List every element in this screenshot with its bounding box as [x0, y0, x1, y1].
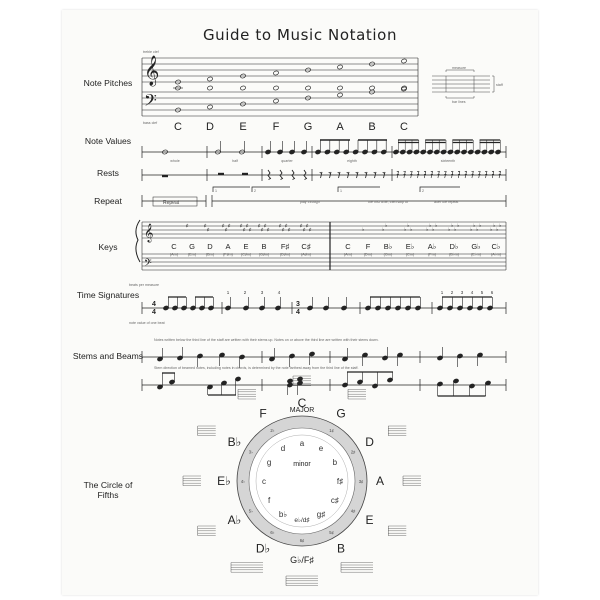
rests-staff — [142, 169, 506, 181]
minor-key-label: b — [332, 458, 338, 467]
keys-treble-clef-icon: 𝄞 — [144, 223, 154, 242]
minor-key-label: e♭/d♯ — [294, 517, 310, 524]
sharp-icon: ♯ — [267, 227, 270, 232]
treble-pitch-note — [401, 58, 407, 63]
beat-count: 1 — [440, 290, 444, 295]
minor-key-label: c♯ — [330, 496, 339, 505]
flat-icon: ♭ — [407, 223, 410, 229]
beat-count: 6 — [490, 290, 494, 295]
whole-rest — [162, 175, 168, 177]
middle-note — [305, 85, 311, 90]
accidental-count: 3♯ — [358, 479, 364, 484]
time-sig-top: 3 — [296, 301, 300, 308]
key-minor-label: (Em) — [187, 252, 197, 257]
middle-note — [273, 85, 279, 90]
middle-note — [337, 85, 343, 90]
beat-count: 2 — [450, 290, 454, 295]
accidental-count: 2♭ — [270, 427, 275, 433]
note-value-label: quarter — [281, 159, 293, 163]
sharp-icon: ♯ — [225, 227, 228, 232]
sharp-icon: ♯ — [246, 223, 249, 228]
flat-icon: ♭ — [382, 227, 385, 233]
key-major-label: E♭ — [405, 242, 415, 251]
sixteenth-rest — [479, 171, 481, 178]
key-minor-label: (Gm) — [383, 252, 393, 257]
sixteenth-rest — [411, 171, 413, 178]
major-label: MAJOR — [289, 407, 315, 414]
beat-count: 4 — [277, 290, 281, 295]
flat-icon: ♭ — [454, 227, 457, 233]
accidental-count: 5♯ — [329, 530, 334, 536]
pitch-names — [174, 121, 408, 133]
sharp-icon: ♯ — [306, 223, 309, 228]
key-major-label: C♯ — [301, 242, 311, 251]
sixteenth-rest — [465, 171, 467, 178]
minor-key-label: g — [266, 458, 272, 467]
time-marks — [152, 290, 494, 316]
pitch-name: E — [239, 121, 247, 133]
flat-icon: ♭ — [435, 223, 438, 229]
sharp-icon: ♯ — [240, 223, 243, 228]
key-minor-label: (Bm) — [205, 252, 215, 257]
pitch-name: B — [368, 121, 376, 133]
stem-marks — [157, 347, 491, 396]
sharp-icon: ♯ — [204, 223, 207, 228]
sharp-icon: ♯ — [279, 223, 282, 228]
bass-pitch-note — [207, 104, 213, 109]
sixteenth-rest — [397, 171, 399, 178]
sixteenth-rest — [472, 171, 474, 178]
label-rests: Rests — [97, 168, 119, 178]
sharp-icon: ♯ — [309, 227, 312, 232]
key-major-label: B♭ — [383, 242, 393, 251]
key-major-label: F — [365, 242, 371, 251]
key-minor-label: (E♭m) — [470, 252, 482, 257]
key-major-label: E — [243, 242, 249, 251]
repeat-staff — [142, 187, 506, 207]
key-minor-label: (C♯m) — [240, 252, 252, 257]
major-key-label: E — [365, 513, 374, 527]
flat-icon: ♭ — [479, 223, 482, 229]
key-minor-label: (G♯m) — [258, 252, 270, 257]
note-value-label: eighth — [347, 159, 357, 163]
beats-per-measure-label: beats per measure — [129, 283, 159, 287]
accidental-count: 6♭ — [270, 530, 275, 536]
bass-pitch-note — [337, 92, 343, 97]
minor-key-label: d — [280, 444, 286, 454]
note-value-label: note value of one beat — [129, 321, 165, 325]
treble-clef-label: treble clef — [143, 50, 159, 54]
pitch-name: C — [174, 121, 182, 133]
pitch-name: G — [303, 121, 313, 133]
pitch-name: F — [272, 121, 280, 133]
major-key-label: B♭ — [227, 435, 242, 449]
sixteenth-rest — [445, 171, 447, 178]
key-minor-label: (D♯m) — [279, 252, 291, 257]
middle-note — [207, 85, 213, 90]
sixteenth-rest — [438, 171, 440, 178]
major-key-label: C — [297, 396, 307, 410]
sharp-icon: ♯ — [228, 223, 231, 228]
minor-key-label: b♭ — [278, 509, 288, 519]
bass-pitch-note — [273, 98, 279, 103]
key-major-label: A♭ — [427, 242, 437, 251]
repeat-text-2: the first time, then skip to — [368, 200, 408, 204]
minor-key-label: g♯ — [316, 509, 326, 519]
minor-key-label: c — [262, 477, 266, 486]
sharp-icon: ♯ — [258, 223, 261, 228]
sixteenth-rest — [417, 171, 419, 178]
sharp-icon: ♯ — [264, 223, 267, 228]
keys-labels — [170, 223, 502, 257]
stems-text-2: Stem direction of beamed notes, including notes in chords, is determined by the note farthest away from the third line of the staff. — [154, 366, 359, 370]
key-minor-label: (A♭m) — [490, 252, 502, 257]
key-major-label: C — [171, 242, 177, 251]
label-note-pitches: Note Pitches — [83, 78, 133, 88]
minor-key-label: f — [267, 496, 271, 505]
sixteenth-rest — [499, 171, 501, 178]
key-minor-label: (Cm) — [405, 252, 415, 257]
accidental-count: 3♭ — [248, 449, 254, 455]
measure-diagram — [432, 70, 494, 98]
major-key-label: B — [336, 541, 346, 556]
ending-2a: 2 — [254, 189, 256, 193]
flat-icon: ♭ — [410, 227, 413, 233]
pitch-name: D — [206, 121, 214, 133]
major-key-label: A♭ — [227, 513, 242, 527]
key-minor-label: (B♭m) — [448, 252, 460, 257]
half-rest — [218, 173, 224, 175]
chord-note — [287, 378, 293, 383]
treble-pitch-note — [207, 76, 213, 81]
half-rest — [242, 173, 248, 175]
minor-key-label: a — [299, 439, 305, 448]
key-minor-label: (Am) — [169, 252, 179, 257]
staff-label: staff — [496, 83, 503, 87]
sharp-icon: ♯ — [285, 223, 288, 228]
label-repeat: Repeat — [94, 196, 122, 206]
sharp-icon: ♯ — [282, 227, 285, 232]
minor-key-label: f♯ — [336, 477, 344, 486]
note-value-label: half — [232, 159, 238, 163]
key-minor-label: (Am) — [343, 252, 353, 257]
sharp-icon: ♯ — [222, 223, 225, 228]
bass-clef-icon: 𝄢 — [144, 90, 157, 114]
flat-icon: ♭ — [457, 223, 460, 229]
flat-icon: ♭ — [490, 227, 493, 233]
treble-pitch-note — [337, 64, 343, 69]
treble-clef-icon: 𝄞 — [144, 56, 160, 86]
ending-2b: 2 — [422, 189, 424, 193]
flat-icon: ♭ — [470, 227, 473, 233]
accidental-count: 4♯ — [350, 508, 356, 514]
label-time-signatures: Time Signatures — [76, 290, 140, 300]
accidental-count: 6♯ — [299, 538, 305, 543]
circle-of-fifths — [237, 416, 367, 546]
note-value-label: sixteenth — [440, 159, 456, 163]
pitch-name: A — [336, 121, 344, 133]
flat-icon: ♭ — [429, 223, 432, 229]
sharp-icon: ♯ — [261, 227, 264, 232]
flat-icon: ♭ — [476, 227, 479, 233]
repeat-text-1: play through — [300, 200, 320, 204]
label-stems-and-beams: Stems and Beams — [72, 351, 144, 361]
key-major-label: G — [189, 242, 195, 251]
sharp-icon: ♯ — [300, 223, 303, 228]
sharp-icon: ♯ — [243, 227, 246, 232]
flat-icon: ♭ — [496, 227, 499, 233]
flat-icon: ♭ — [499, 223, 502, 229]
time-sig-top: 4 — [152, 301, 156, 308]
key-major-label: B — [261, 242, 267, 251]
repeat-text-3: after the repeat — [434, 200, 459, 204]
stems-text-1: Notes written below the third line of the staff are written with their stems up. Notes on or above the third line are written with their stems down. — [154, 338, 379, 342]
major-key-label: G♭/F♯ — [290, 555, 314, 565]
pitch-name: C — [400, 121, 408, 133]
accidental-count: 4♭ — [240, 479, 246, 484]
minor-key-label: e — [318, 444, 324, 454]
time-sig-bottom: 4 — [296, 309, 300, 316]
accidental-count: 2♯ — [350, 449, 356, 455]
sixteenth-rest — [404, 171, 406, 178]
note-value-label: whole — [170, 159, 180, 163]
beat-count: 2 — [243, 290, 247, 295]
note-values-marks — [162, 140, 501, 155]
stems-staves — [142, 351, 506, 391]
middle-note — [240, 85, 246, 90]
major-key-label: G — [336, 406, 346, 421]
flat-icon: ♭ — [493, 223, 496, 229]
sixteenth-rest — [431, 171, 433, 178]
flat-icon: ♭ — [426, 227, 429, 233]
sixteenth-rest — [458, 171, 460, 178]
flat-icon: ♭ — [404, 227, 407, 233]
sixteenth-rest — [451, 171, 453, 178]
accidental-count: 5♭ — [248, 508, 254, 514]
key-minor-label: (A♯m) — [300, 252, 312, 257]
bass-clef-label: bass clef — [143, 121, 158, 125]
sharp-icon: ♯ — [249, 227, 252, 232]
flat-icon: ♭ — [473, 223, 476, 229]
sixteenth-rest — [485, 171, 487, 178]
key-minor-label: (Dm) — [363, 252, 373, 257]
keys-bass-clef-icon: 𝄢 — [144, 257, 152, 271]
key-minor-label: (F♯m) — [223, 252, 233, 257]
beat-count: 5 — [480, 290, 484, 295]
key-major-label: F♯ — [280, 242, 290, 251]
note-pitches-staff — [142, 58, 418, 116]
sharp-icon: ♯ — [288, 227, 291, 232]
flat-icon: ♭ — [451, 223, 454, 229]
key-major-label: D♭ — [449, 242, 459, 251]
major-key-label: E♭ — [217, 474, 231, 488]
treble-pitch-note — [273, 70, 279, 75]
label-note-values: Note Values — [84, 136, 132, 146]
major-key-label: A — [375, 474, 385, 488]
beat-count: 4 — [470, 290, 474, 295]
sharp-icon: ♯ — [207, 227, 210, 232]
measure-label: measure — [452, 66, 466, 70]
key-major-label: C — [345, 242, 351, 251]
major-key-label: D♭ — [255, 541, 271, 556]
sharp-icon: ♯ — [303, 227, 306, 232]
pitch-notes — [173, 58, 407, 112]
major-key-label: F — [259, 406, 267, 421]
major-key-label: D — [365, 435, 374, 449]
sharp-icon: ♯ — [186, 223, 189, 228]
label-keys: Keys — [98, 242, 118, 252]
key-major-label: C♭ — [491, 242, 501, 251]
flat-icon: ♭ — [432, 227, 435, 233]
beat-count: 3 — [260, 290, 264, 295]
beat-count: 1 — [226, 290, 230, 295]
repeat-box-label: Repeat — [163, 200, 180, 206]
minor-label: minor — [293, 461, 311, 468]
time-sig-bottom: 4 — [152, 309, 156, 316]
sixteenth-rest — [492, 171, 494, 178]
accidental-count: 1♯ — [329, 427, 334, 433]
page-title: Guide to Music Notation — [202, 26, 398, 44]
flat-icon: ♭ — [362, 227, 365, 233]
sixteenth-rest — [424, 171, 426, 178]
flat-icon: ♭ — [385, 223, 388, 229]
key-major-label: D — [207, 242, 213, 251]
note-values-labels — [170, 159, 455, 163]
flat-icon: ♭ — [448, 227, 451, 233]
key-major-label: G♭ — [471, 242, 481, 251]
key-minor-label: (Fm) — [427, 252, 437, 257]
key-major-label: A — [225, 242, 231, 251]
beat-count: 3 — [460, 290, 464, 295]
ending-1b: 1 — [340, 189, 342, 193]
bar-lines-label: bar lines — [452, 100, 466, 104]
label-circle-of-fifths: The Circle of Fifths — [83, 480, 133, 500]
ending-1a: 1 — [215, 189, 217, 193]
